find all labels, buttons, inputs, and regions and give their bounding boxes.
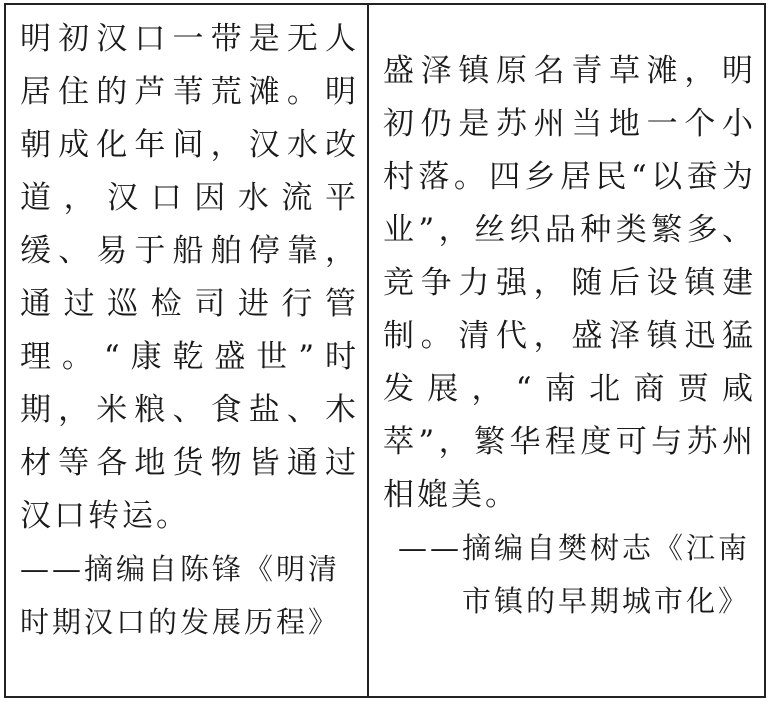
left-excerpt-cell: [6, 5, 369, 696]
left-excerpt-source: ——摘编自陈锋《明清时期汉口的发展历程》: [20, 552, 341, 639]
material-table: [4, 3, 766, 698]
right-excerpt-source: ——摘编自樊树志《江南市镇的早期城市化》: [397, 531, 750, 618]
left-excerpt-text: 明初汉口一带是无人居住的芦苇荒滩。明朝成化年间，汉水改道，汉口因水流平缓、易于船舶停靠，通过巡检司进行管理。“康乾盛世”时期，米粮、食盐、木材等各地货物皆通过汉口转运。: [20, 21, 359, 534]
right-excerpt-text: 盛泽镇原名青草滩，明初仍是苏州当地一个小村落。四乡居民“以蚕为业”，丝织品种类繁多、竞争力强，随后设镇建制。清代，盛泽镇迅猛发展，“南北商贾咸萃”，繁华程度可与苏州相媲美。: [383, 53, 756, 513]
right-excerpt-cell: [369, 5, 764, 696]
